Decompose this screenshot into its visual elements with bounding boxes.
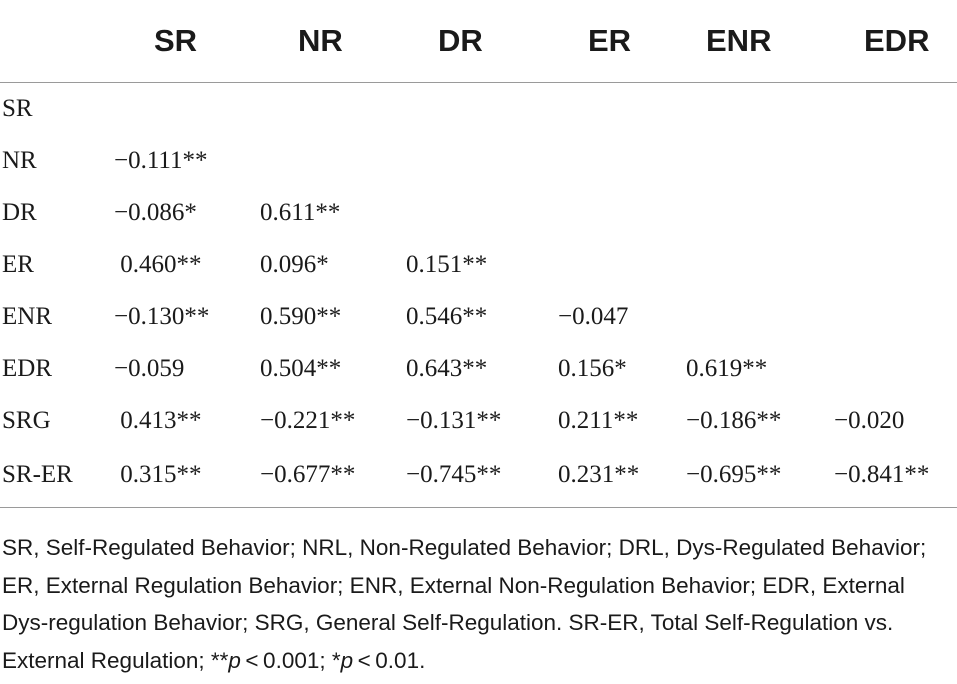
cell: −0.131** xyxy=(406,407,502,434)
cell: −0.020 xyxy=(834,407,905,434)
table-row xyxy=(0,343,957,395)
cell xyxy=(112,83,260,136)
cell: −0.841** xyxy=(834,447,957,508)
footnote-threshold-1: < 0.001; * xyxy=(240,647,341,673)
cell xyxy=(834,291,957,343)
cell xyxy=(558,239,686,291)
cell: 0.151** xyxy=(406,251,488,278)
cell: −0.695** xyxy=(686,447,834,508)
cell: 0.619** xyxy=(686,355,768,382)
row-label: SR xyxy=(2,95,33,122)
cell: 0.590** xyxy=(260,303,342,330)
cell: −0.677** xyxy=(260,447,406,508)
row-label: EDR xyxy=(2,355,52,382)
cell: −0.186** xyxy=(686,407,782,434)
header-er: ER xyxy=(558,0,686,83)
cell xyxy=(834,239,957,291)
cell xyxy=(686,187,834,239)
table-row xyxy=(0,187,957,239)
cell: 0.211** xyxy=(558,407,639,434)
table-row xyxy=(0,239,957,291)
row-label: ER xyxy=(2,251,34,278)
cell xyxy=(834,83,957,136)
cell: 0.231** xyxy=(558,447,686,508)
cell xyxy=(686,83,834,136)
cell: 0.611** xyxy=(260,199,341,226)
table-row xyxy=(0,395,957,447)
header-sr: SR xyxy=(112,0,260,83)
cell: −0.221** xyxy=(260,407,356,434)
row-label: DR xyxy=(2,199,37,226)
header-row xyxy=(0,0,957,83)
cell xyxy=(558,135,686,187)
cell: −0.086* xyxy=(114,199,197,226)
cell: 0.643** xyxy=(406,355,488,382)
cell xyxy=(558,83,686,136)
cell: 0.413** xyxy=(114,407,202,434)
cell xyxy=(260,135,406,187)
header-corner xyxy=(0,0,112,83)
table-row xyxy=(0,135,957,187)
cell: 0.504** xyxy=(260,355,342,382)
row-label: SRG xyxy=(2,407,51,434)
table-row xyxy=(0,447,957,508)
cell xyxy=(686,135,834,187)
cell: 0.156* xyxy=(558,355,627,382)
cell xyxy=(686,291,834,343)
cell xyxy=(406,187,558,239)
header-dr: DR xyxy=(406,0,558,83)
cell: −0.111** xyxy=(114,147,208,174)
footnote-text: SR, Self-Regulated Behavior; NRL, Non-Regulated Behavior; DRL, Dys-Regulated Behavior; ER, External Regulation Behavior; ENR, External Non-Regulation Behavior; EDR, External Dys-regulation Behavior; SRG, General Self-Regulation. SR-ER, Total Self-Regulation vs. External Regulation; ** xyxy=(2,535,927,673)
header-nr: NR xyxy=(260,0,406,83)
table-row xyxy=(0,291,957,343)
cell: −0.059 xyxy=(114,355,185,382)
cell xyxy=(406,83,558,136)
cell xyxy=(834,187,957,239)
row-label: ENR xyxy=(2,303,52,330)
cell: 0.096* xyxy=(260,251,329,278)
cell: 0.460** xyxy=(114,251,202,278)
cell: 0.546** xyxy=(406,303,488,330)
table-row xyxy=(0,83,957,136)
cell xyxy=(686,239,834,291)
table-footnote xyxy=(2,529,952,679)
cell: −0.745** xyxy=(406,447,558,508)
cell xyxy=(834,343,957,395)
header-enr: ENR xyxy=(686,0,834,83)
cell: −0.047 xyxy=(558,303,629,330)
cell xyxy=(834,135,957,187)
row-label: SR-ER xyxy=(0,447,112,508)
cell xyxy=(260,83,406,136)
cell: −0.130** xyxy=(114,303,210,330)
footnote-p-symbol: p xyxy=(340,647,354,673)
cell: 0.315** xyxy=(112,447,260,508)
cell xyxy=(406,135,558,187)
row-label: NR xyxy=(2,147,37,174)
footnote-p-symbol: p xyxy=(228,647,241,673)
footnote-threshold-2: < 0.01. xyxy=(353,647,426,673)
header-edr: EDR xyxy=(834,0,957,83)
cell xyxy=(558,187,686,239)
